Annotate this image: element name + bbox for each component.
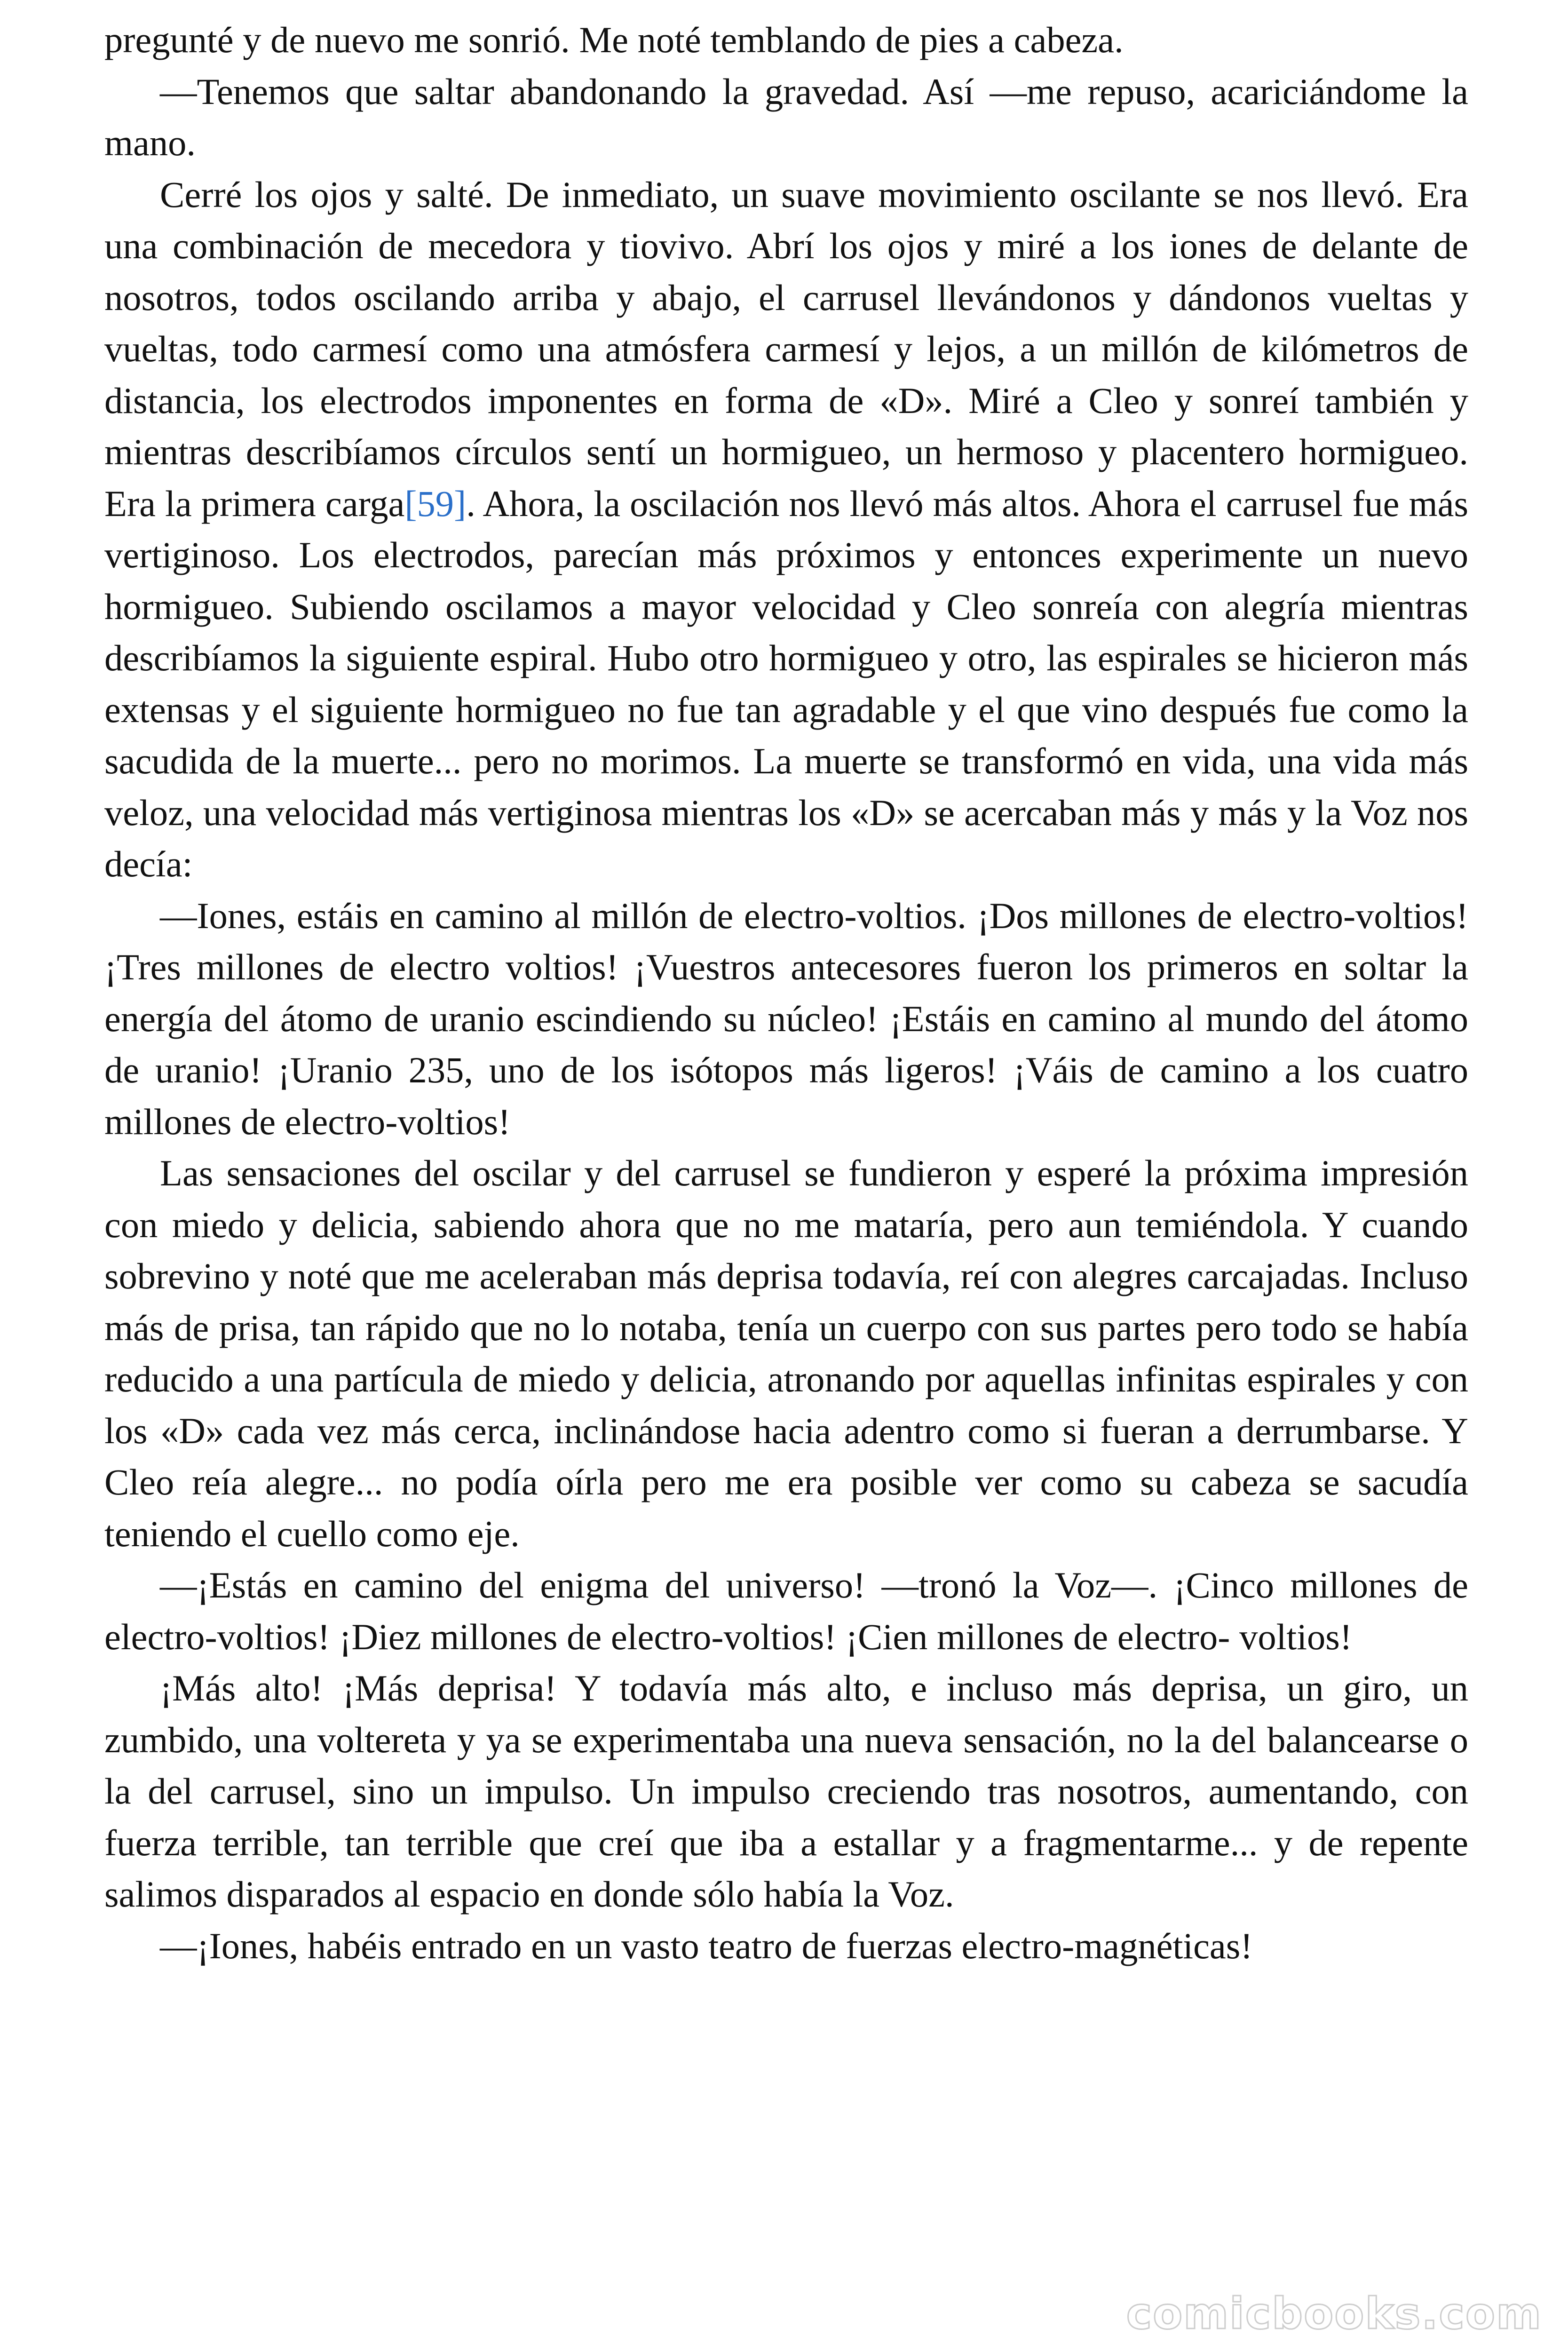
- paragraph-1: [104, 14, 1468, 66]
- paragraph-7: [104, 1662, 1468, 1920]
- paragraph-text: —Iones, estáis en camino al millón de electro-voltios. ¡Dos millones de electro-voltios! ¡Tres millones de electro voltios! ¡Vuestros antecesores fueron los primeros en soltar la energía del átomo de uranio escindiendo su núcleo! ¡Estáis en camino al mundo del átomo de uranio! ¡Uranio 235, uno de los isótopos más ligeros! ¡Váis de camino a los cuatro millones de electro-voltios!: [104, 895, 1468, 1142]
- paragraph-6: [104, 1559, 1468, 1662]
- paragraph-text: —¡Iones, habéis entrado en un vasto teatro de fuerzas electro-magnéticas!: [160, 1925, 1253, 1966]
- paragraph-text: —¡Estás en camino del enigma del universo! —tronó la Voz—. ¡Cinco millones de electro-voltios! ¡Diez millones de electro-voltios! ¡Cien millones de electro- voltios!: [104, 1565, 1468, 1657]
- paragraph-text: Las sensaciones del oscilar y del carrusel se fundieron y esperé la próxima impresión con miedo y delicia, sabiendo ahora que no me mataría, pero aun temiéndola. Y cuando sobrevino y noté que me aceleraban más deprisa todavía, reí con alegres carcajadas. Incluso más de prisa, tan rápido que no lo notaba, tenía un cuerpo con sus partes pero todo se había reducido a una partícula de miedo y delicia, atronando por aquellas infinitas espirales y con los «D» cada vez más cerca, inclinándose hacia adentro como si fueran a derrumbarse. Y Cleo reía alegre... no podía oírla pero me era posible ver como su cabeza se sacudía teniendo el cuello como eje.: [104, 1152, 1468, 1554]
- paragraph-text: —Tenemos que saltar abandonando la gravedad. Así —me repuso, acariciándome la mano.: [104, 71, 1468, 163]
- footnote-link-59[interactable]: [59]: [404, 483, 467, 524]
- paragraph-text: pregunté y de nuevo me sonrió. Me noté temblando de pies a cabeza.: [104, 19, 1124, 60]
- watermark-logo: comicbooks.com: [1126, 2288, 1542, 2339]
- paragraph-2: [104, 66, 1468, 169]
- paragraph-4: [104, 890, 1468, 1148]
- paragraph-text: ¡Más alto! ¡Más deprisa! Y todavía más alto, e incluso más deprisa, un giro, un zumbido, una voltereta y ya se experimentaba una nueva sensación, no la del balancearse o la del carrusel, sino un impulso. Un impulso creciendo tras nosotros, aumentando, con fuerza terrible, tan terrible que creí que iba a estallar y a fragmentarme... y de repente salimos disparados al espacio en donde sólo había la Voz.: [104, 1668, 1468, 1915]
- paragraph-text: Cerré los ojos y salté. De inmediato, un suave movimiento oscilante se nos llevó. Era una combinación de mecedora y tiovivo. Abrí los ojos y miré a los iones de delante de nosotros, todos oscilando arriba y abajo, el carrusel llevándonos y dándonos vueltas y vueltas, todo carmesí como una atmósfera carmesí y lejos, a un millón de kilómetros de distancia, los electrodos imponentes en forma de «D». Miré a Cleo y sonreí también y mientras describíamos círculos sentí un hormigueo, un hermoso y placentero hormigueo. Era la primera carga: [104, 174, 1468, 524]
- paragraph-8: [104, 1920, 1468, 1972]
- paragraph-text: . Ahora, la oscilación nos llevó más altos. Ahora el carrusel fue más vertiginoso. Los electrodos, parecían más próximos y entonces experimente un nuevo hormigueo. Subiendo oscilamos a mayor velocidad y Cleo sonreía con alegría mientras describíamos la siguiente espiral. Hubo otro hormigueo y otro, las espirales se hicieron más extensas y el siguiente hormigueo no fue tan agradable y el que vino después fue como la sacudida de la muerte... pero no morimos. La muerte se transformó en vida, una vida más veloz, una velocidad más vertiginosa mientras los «D» se acercaban más y más y la Voz nos decía:: [104, 483, 1468, 884]
- paragraph-5: [104, 1147, 1468, 1559]
- document-page: [104, 14, 1468, 1971]
- paragraph-3: [104, 169, 1468, 890]
